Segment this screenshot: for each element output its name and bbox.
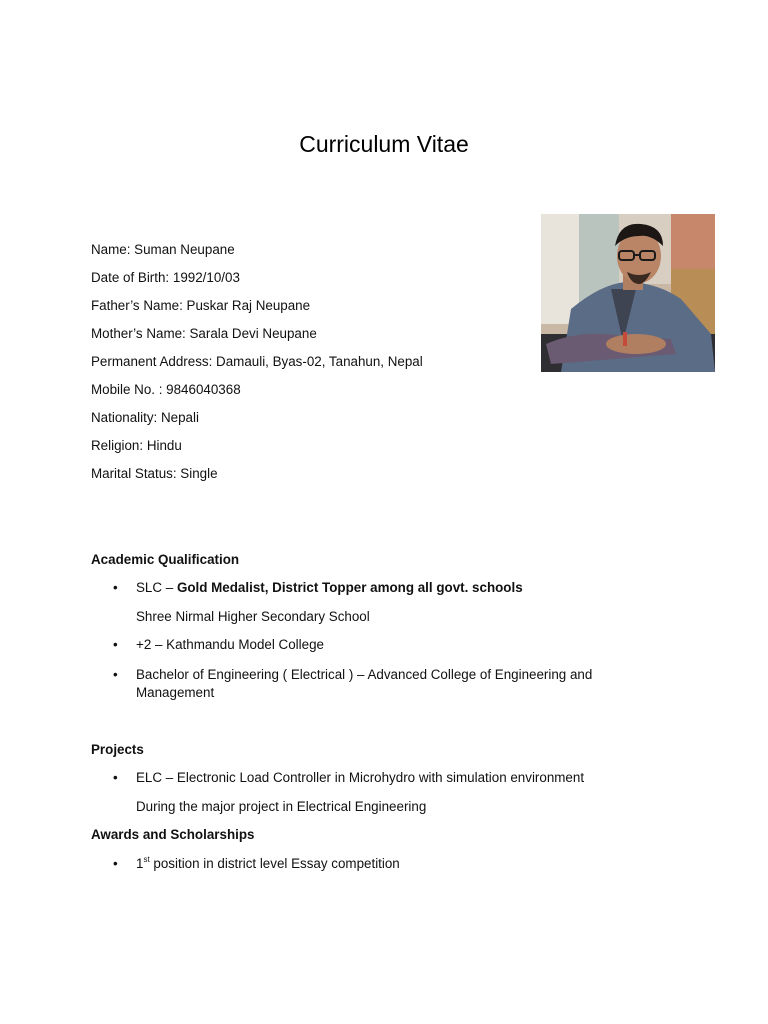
personal-father: Father’s Name: Puskar Raj Neupane	[91, 298, 311, 313]
personal-marital: Marital Status: Single	[91, 466, 218, 481]
profile-photo	[541, 214, 715, 372]
bullet-icon: •	[113, 580, 118, 595]
academic-item-plus2: +2 – Kathmandu Model College	[136, 637, 324, 652]
academic-item-slc-prefix: SLC –	[136, 580, 177, 595]
bullet-icon: •	[113, 667, 118, 682]
personal-mobile: Mobile No. : 9846040368	[91, 382, 241, 397]
personal-nationality: Nationality: Nepali	[91, 410, 199, 425]
award-item-essay	[136, 855, 636, 873]
award-item-num: 1	[136, 856, 144, 871]
projects-heading: Projects	[91, 742, 144, 757]
academic-item-slc-bold: Gold Medalist, District Topper among all govt. schools	[176, 580, 523, 595]
academic-item-bachelor: Bachelor of Engineering ( Electrical ) – Advanced College of Engineering and Management	[136, 667, 593, 700]
project-item-elc-sub: During the major project in Electrical Engineering	[136, 799, 427, 814]
award-item-sup: st	[143, 855, 150, 864]
project-item-elc: ELC – Electronic Load Controller in Microhydro with simulation environment	[136, 770, 585, 785]
awards-heading: Awards and Scholarships	[91, 827, 255, 842]
page-title: Curriculum Vitae	[299, 131, 469, 157]
academic-heading: Academic Qualification	[91, 552, 240, 567]
profile-photo-image	[541, 214, 715, 372]
bullet-icon: •	[113, 856, 118, 871]
personal-dob: Date of Birth: 1992/10/03	[91, 270, 240, 285]
personal-religion: Religion: Hindu	[91, 438, 182, 453]
personal-address: Permanent Address: Damauli, Byas-02, Tanahun, Nepal	[91, 354, 423, 369]
academic-item-slc	[136, 579, 636, 597]
bullet-icon: •	[113, 770, 118, 785]
academic-item-slc-school: Shree Nirmal Higher Secondary School	[136, 609, 370, 624]
award-item-text: position in district level Essay competition	[149, 856, 400, 871]
bullet-icon: •	[113, 637, 118, 652]
personal-name: Name: Suman Neupane	[91, 242, 235, 257]
personal-mother: Mother’s Name: Sarala Devi Neupane	[91, 326, 317, 341]
